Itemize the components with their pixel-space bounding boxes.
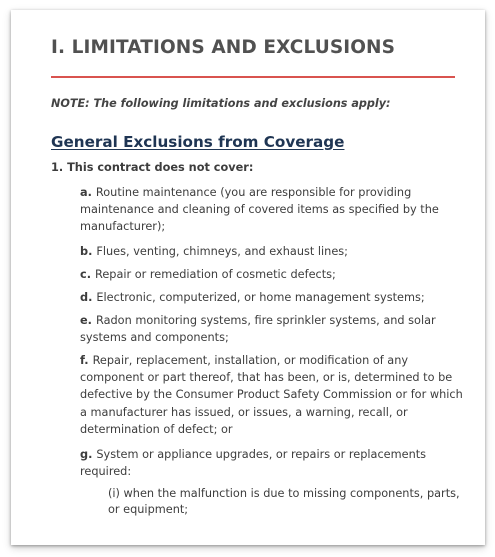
item-text: Electronic, computerized, or home management systems; xyxy=(96,291,425,304)
section-heading: General Exclusions from Coverage xyxy=(51,133,345,151)
exclusion-item-b xyxy=(80,243,464,260)
item-letter: e. xyxy=(80,314,92,327)
exclusion-item-f xyxy=(80,352,464,438)
item-letter: f. xyxy=(80,354,89,367)
item-text: Flues, venting, chimneys, and exhaust lines; xyxy=(96,245,348,258)
exclusion-item-d xyxy=(80,289,464,306)
page-title: I. LIMITATIONS AND EXCLUSIONS xyxy=(51,37,396,58)
exclusion-item-e xyxy=(80,312,464,346)
item-letter: c. xyxy=(80,268,91,281)
exclusion-item-c xyxy=(80,266,464,283)
exclusion-subitem-i: (i) when the malfunction is due to missing components, parts, or equipment; xyxy=(108,487,460,516)
exclusion-item-a xyxy=(80,184,464,236)
note-text: NOTE: The following limitations and exclusions apply: xyxy=(51,97,391,110)
item-text: Repair, replacement, installation, or modification of any component or part thereof, that has been, or is, determined to be defective by the Consumer Product Safety Commission or for which a manufacturer has issued, or issues, a warning, recall, or determination of defect; or xyxy=(80,354,463,436)
item-letter: b. xyxy=(80,245,93,258)
item-text: System or appliance upgrades, or repairs or replacements required: xyxy=(80,448,427,479)
item-letter: d. xyxy=(80,291,93,304)
item-letter: g. xyxy=(80,448,93,461)
title-divider xyxy=(51,76,455,78)
item-text: Routine maintenance (you are responsible for providing maintenance and cleaning of covered items as specified by the manufacturer); xyxy=(80,186,439,234)
item-text: Radon monitoring systems, fire sprinkler systems, and solar systems and components; xyxy=(80,314,436,345)
intro-text: 1. This contract does not cover: xyxy=(51,161,254,174)
exclusion-item-g xyxy=(80,446,464,480)
item-letter: a. xyxy=(80,186,92,199)
item-text: Repair or remediation of cosmetic defects; xyxy=(95,268,336,281)
document-page xyxy=(11,10,485,545)
